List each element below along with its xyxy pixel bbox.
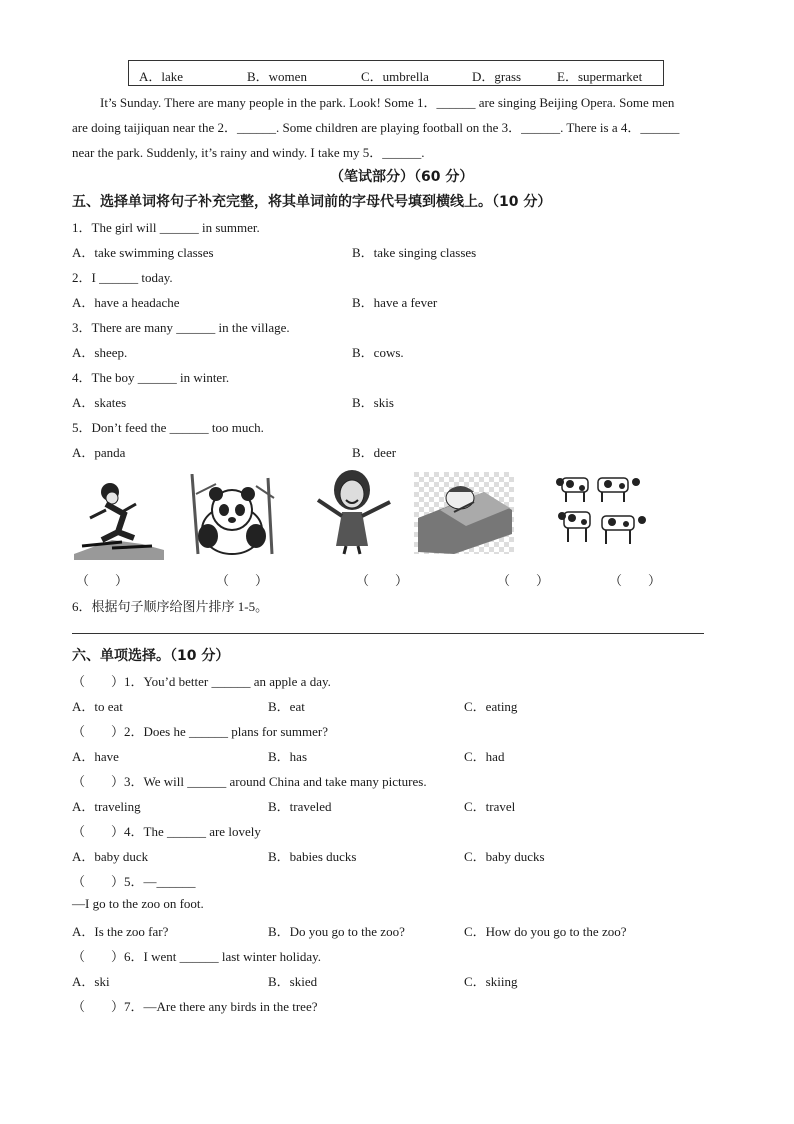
skiing-boy-picture: [72, 474, 166, 562]
picture-5-answer-bracket[interactable]: （ ）: [609, 573, 662, 588]
word-option-b: B．women: [247, 69, 307, 84]
s5-question-2: 2．I ______ today.: [72, 270, 173, 285]
s6-q2-option-b: B．has: [268, 749, 308, 764]
s6-q4-option-c: C．baby ducks: [464, 849, 545, 864]
word-option-a: A．lake: [139, 69, 184, 84]
picture-3-answer-bracket[interactable]: （ ）: [356, 573, 409, 588]
s5-q5-option-b: B．deer: [352, 445, 397, 460]
word-option-c: C．umbrella: [361, 69, 429, 84]
s6-q3-option-a: A．traveling: [72, 799, 141, 814]
s6-q5-reply: —I go to the zoo on foot.: [72, 896, 204, 911]
s5-q1-option-a: A．take swimming classes: [72, 245, 214, 260]
passage-line-1: It’s Sunday. There are many people in the park. Look! Some 1．______ are singing Beijing Opera. Some men: [100, 95, 675, 110]
section6-title: 六、单项选择。（10 分）: [72, 648, 230, 664]
order-instruction: 6．根据句子顺序给图片排序 1-5。: [72, 599, 269, 614]
s6-question-5: （ ）5．—______: [72, 874, 196, 889]
passage-line-3: near the park. Suddenly, it’s rainy and windy. I take my 5．______.: [72, 145, 425, 160]
s5-q3-option-a: A．sheep.: [72, 345, 128, 360]
word-bank-box: [128, 60, 664, 86]
s6-q5-option-c: C．How do you go to the zoo?: [464, 924, 627, 939]
s5-q2-option-b: B．have a fever: [352, 295, 438, 310]
picture-4-answer-bracket[interactable]: （ ）: [497, 573, 550, 588]
s5-question-4: 4．The boy ______ in winter.: [72, 370, 230, 385]
s6-q4-option-b: B．babies ducks: [268, 849, 357, 864]
written-part-heading: （笔试部分）（60 分）: [330, 169, 474, 185]
s6-question-1: （ ）1．You’d better ______ an apple a day.: [72, 674, 331, 689]
s6-question-6: （ ）6．I went ______ last winter holiday.: [72, 949, 322, 964]
girl-headache-picture: [306, 466, 402, 556]
word-option-d: D．grass: [472, 69, 522, 84]
s6-q6-option-a: A．ski: [72, 974, 110, 989]
s5-q1-option-b: B．take singing classes: [352, 245, 477, 260]
s6-q2-option-a: A．have: [72, 749, 119, 764]
s6-q1-option-a: A．to eat: [72, 699, 123, 714]
word-option-e: E．supermarket: [557, 69, 643, 84]
panda-picture: [186, 474, 278, 556]
section5-title: 五、选择单词将句子补充完整，将其单词前的字母代号填到横线上。（10 分）: [72, 194, 552, 210]
s5-question-1: 1．The girl will ______ in summer.: [72, 220, 260, 235]
s5-q5-option-a: A．panda: [72, 445, 126, 460]
picture-1-answer-bracket[interactable]: （ ）: [76, 573, 129, 588]
s6-q5-option-a: A．Is the zoo far?: [72, 924, 169, 939]
cows-picture: [556, 472, 650, 550]
s6-question-4: （ ）4．The ______ are lovely: [72, 824, 261, 839]
s6-q3-option-c: C．travel: [464, 799, 516, 814]
s6-q1-option-b: B．eat: [268, 699, 305, 714]
s5-question-5: 5．Don’t feed the ______ too much.: [72, 420, 264, 435]
s6-q3-option-b: B．traveled: [268, 799, 332, 814]
s5-q4-option-b: B．skis: [352, 395, 394, 410]
picture-2-answer-bracket[interactable]: （ ）: [216, 573, 269, 588]
passage-line-2: are doing taijiquan near the 2．______. Some children are playing football on the 3．______. There is a 4．______: [72, 120, 680, 135]
s6-question-7: （ ）7．—Are there any birds in the tree?: [72, 999, 318, 1014]
s6-q1-option-c: C．eating: [464, 699, 518, 714]
s6-q6-option-c: C．skiing: [464, 974, 518, 989]
s6-q2-option-c: C．had: [464, 749, 505, 764]
answer-line: [72, 633, 704, 634]
s6-question-3: （ ）3．We will ______ around China and take many pictures.: [72, 774, 427, 789]
s6-q4-option-a: A．baby duck: [72, 849, 149, 864]
s6-q5-option-b: B．Do you go to the zoo?: [268, 924, 405, 939]
s5-q4-option-a: A．skates: [72, 395, 127, 410]
s5-q3-option-b: B．cows.: [352, 345, 404, 360]
s5-question-3: 3．There are many ______ in the village.: [72, 320, 290, 335]
s5-q2-option-a: A．have a headache: [72, 295, 180, 310]
s6-q6-option-b: B．skied: [268, 974, 318, 989]
sick-in-bed-picture: [414, 472, 514, 554]
s6-question-2: （ ）2．Does he ______ plans for summer?: [72, 724, 328, 739]
